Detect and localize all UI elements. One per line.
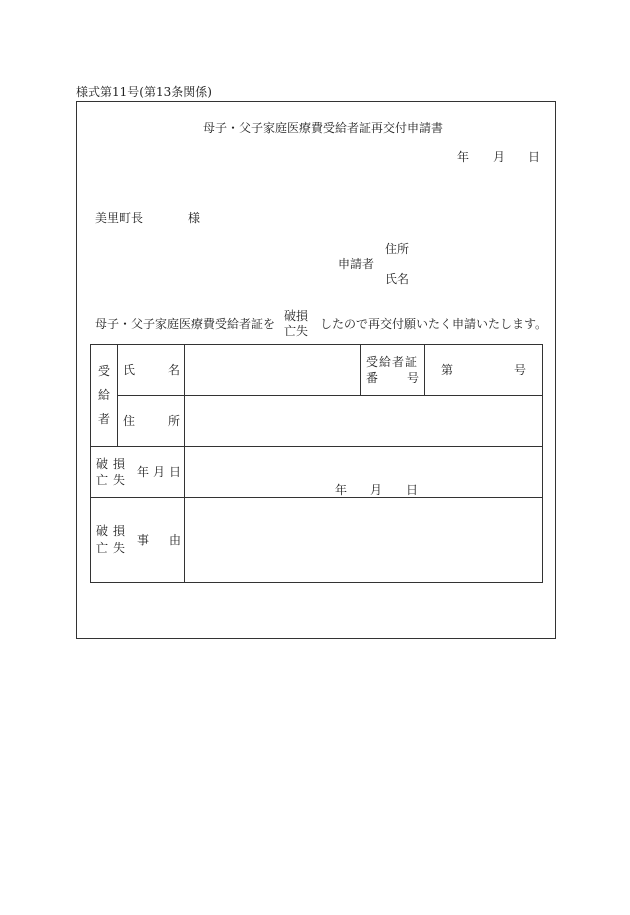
address-label-char: 住 xyxy=(123,414,136,428)
name-value-cell[interactable] xyxy=(140,350,141,351)
damage-reason-label-char: 亡 xyxy=(96,541,109,555)
address-label-char: 所 xyxy=(168,414,181,428)
table-border-left xyxy=(90,344,91,583)
form-title: 母子・父子家庭医療費受給者証再交付申請書 xyxy=(203,121,444,135)
table-border-top xyxy=(90,344,543,345)
name-label-char: 氏 xyxy=(123,363,136,377)
table-column-divider xyxy=(360,344,361,395)
recipient-label-char: 受 xyxy=(98,364,111,378)
statement-option-lost: 亡失 xyxy=(284,324,309,338)
applicant-name-label: 氏名 xyxy=(385,272,410,286)
number-suffix: 号 xyxy=(514,363,527,377)
damage-reason-label-char: 失 xyxy=(113,541,126,555)
applicant-address-label: 住所 xyxy=(385,242,410,256)
statement-option-damaged: 破損 xyxy=(284,309,309,323)
date-month-label: 月 xyxy=(493,150,506,164)
damage-date-day: 日 xyxy=(406,483,419,497)
addressee-honorific: 様 xyxy=(188,211,201,225)
statement-after: したので再交付願いたく申請いたします。 xyxy=(320,317,548,331)
table-border-bottom xyxy=(90,582,543,583)
table-row-divider xyxy=(90,446,543,447)
applicant-label: 申請者 xyxy=(338,257,375,271)
damage-reason-label-char: 由 xyxy=(169,533,182,547)
damage-date-label-char: 月 xyxy=(153,465,166,479)
table-column-divider xyxy=(424,344,425,395)
table-border-right xyxy=(542,344,543,583)
table-row-divider xyxy=(117,395,543,396)
cert-label-line1: 受給者証 xyxy=(366,355,419,369)
cert-label-char: 番 xyxy=(366,371,379,385)
name-label-char: 名 xyxy=(168,363,181,377)
cert-label-char: 号 xyxy=(407,371,420,385)
damage-reason-label-char: 破 xyxy=(96,524,109,538)
form-number: 様式第11号(第13条関係) xyxy=(76,85,212,99)
recipient-label-char: 者 xyxy=(98,412,111,426)
damage-date-month: 月 xyxy=(370,483,383,497)
table-column-divider xyxy=(117,344,118,446)
damage-date-label-char: 損 xyxy=(113,457,126,471)
damage-reason-label-char: 事 xyxy=(137,533,150,547)
damage-date-label-char: 失 xyxy=(113,473,126,487)
date-year-label: 年 xyxy=(457,150,470,164)
damage-reason-label-char: 損 xyxy=(113,524,126,538)
damage-date-label-char: 日 xyxy=(169,465,182,479)
damage-date-label-char: 破 xyxy=(96,457,109,471)
damage-date-label-char: 年 xyxy=(137,465,150,479)
damage-date-year: 年 xyxy=(335,483,348,497)
addressee-name: 美里町長 xyxy=(95,211,144,225)
damage-date-label-char: 亡 xyxy=(96,473,109,487)
number-prefix: 第 xyxy=(441,363,454,377)
table-row-divider xyxy=(90,497,543,498)
statement-before: 母子・父子家庭医療費受給者証を xyxy=(95,317,276,331)
form-border xyxy=(76,101,556,639)
table-column-divider xyxy=(184,344,185,583)
date-day-label: 日 xyxy=(528,150,541,164)
recipient-label-char: 給 xyxy=(98,388,111,402)
